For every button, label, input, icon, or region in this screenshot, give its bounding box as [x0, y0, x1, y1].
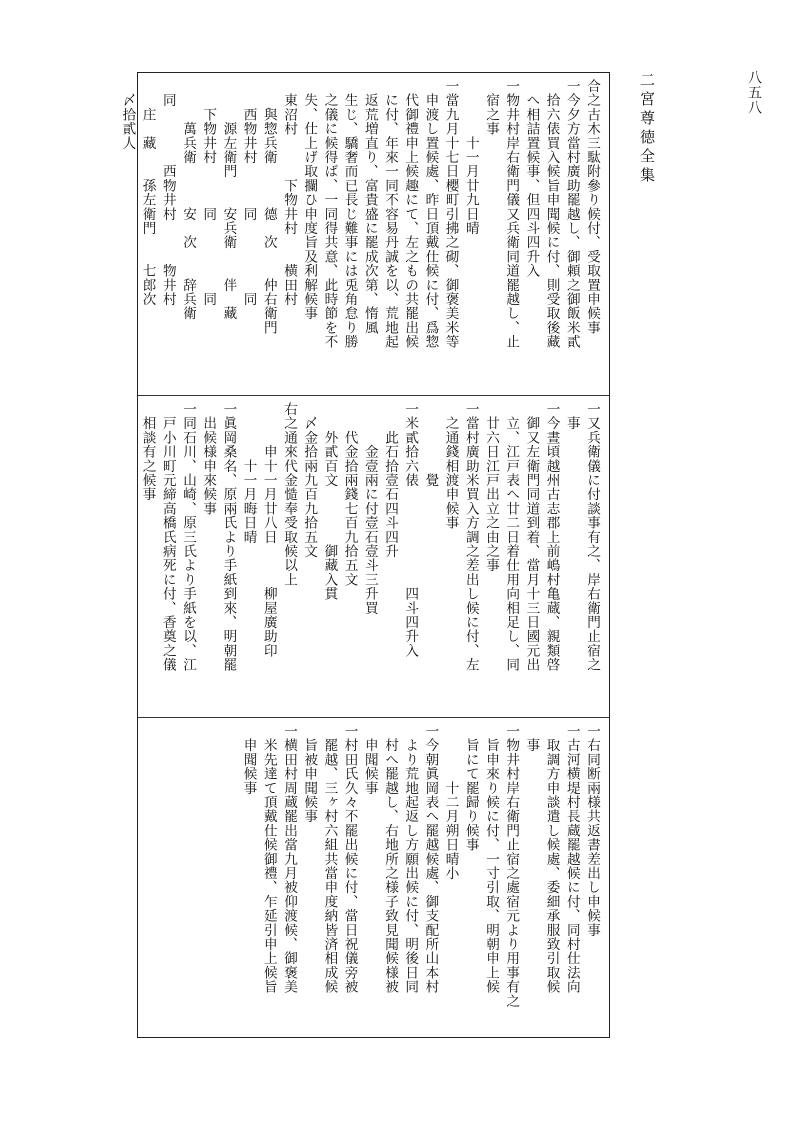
- page-number-visible: 八五八: [746, 70, 762, 115]
- text-column: 代御禮申上候趣にて、左之もの共罷出候: [402, 79, 419, 349]
- text-column: 覺: [422, 402, 439, 488]
- text-column: 事: [563, 402, 580, 431]
- text-column: 一物井村岸右衛門儀又兵衛同道罷越し、止: [503, 79, 520, 349]
- text-column: 事: [523, 724, 540, 753]
- text-column: 之通錢相渡申候事: [442, 402, 459, 530]
- text-column: 村へ罷越し、右地所之様子致見聞候様被: [382, 724, 398, 994]
- text-column: 立、江戸表へ廿二日着仕用向相足し、同: [503, 402, 520, 672]
- text-column: 十二月朔日晴小: [442, 724, 459, 881]
- text-column: 米先達て頂戴仕候御禮、乍延引申上候旨: [260, 724, 277, 994]
- text-column: 一當村廣助米買入方調之差出し候に付、左: [462, 402, 479, 672]
- text-column: 旨にて罷歸り候事: [462, 724, 479, 852]
- text-column: 返荒増直り、富貴盛に罷成次第、惰風: [361, 79, 378, 335]
- text-column: 一又兵衛儀に付談事有之、岸右衛門止宿之: [584, 402, 600, 672]
- text-column: 〆金拾兩九百九拾五文: [301, 402, 318, 559]
- text-column: 生じ、驕奢而已長じ難事には兎角怠り勝: [341, 79, 358, 349]
- text-tier-lower: [138, 717, 609, 1038]
- text-column: 一當九月十七日櫻町引拂之砌、御褒美米等: [442, 79, 459, 349]
- text-column: 西物井村 同 同: [240, 79, 257, 307]
- text-column: 旨申來り候に付、一寸引取、明朝申上候: [483, 724, 499, 994]
- text-column: 同 西物井村 物井村: [159, 79, 176, 307]
- text-tier-upper: [119, 73, 609, 395]
- text-column: 罷越、三ヶ村六組共當申度納皆済相成候: [321, 724, 338, 994]
- text-column: 一眞岡桑名、原兩氏より手紙到來、明朝罷: [220, 402, 237, 672]
- text-column: 申十一月廿八日 柳屋廣助印: [260, 402, 277, 658]
- text-column: 合之古木三駄附參り候付、受取置申候事: [584, 79, 600, 335]
- text-column: 一横田村周蔵罷出當九月被仰渡候、御褒美: [281, 724, 297, 994]
- text-column: 御又左衛門同道到着、當月十三日國元出: [523, 402, 540, 672]
- text-column: 與惣兵衛 德 次 仲右衛門: [260, 79, 277, 335]
- text-column: 外貳百文 御藏入貫: [321, 402, 338, 601]
- text-column: 源左衛門 安兵衛 伴 藏: [220, 79, 237, 321]
- text-column: に付、年來一同不容易丹誠を以、荒地起: [382, 79, 398, 349]
- text-column: 相談有之候事: [139, 402, 156, 502]
- text-column: 宿之事: [483, 79, 499, 136]
- text-column: 庄 藏 孫左衛門 七郎次: [139, 79, 156, 307]
- text-column: 拾六俵買入候旨申聞候に付、則受取後藏: [543, 79, 560, 349]
- text-column: 一米貳拾六俵 四斗四升入: [402, 402, 419, 658]
- text-column: 之儀に候得ば、一同得共意、此時節を不: [321, 79, 338, 349]
- text-column: 東沼村 下物井村 横田村: [281, 79, 297, 307]
- text-column: 取調方申談遣し候處、委細承服致引取候: [543, 724, 560, 994]
- text-column: 旨被申聞候事: [301, 724, 318, 824]
- text-column: 右之通來代金慥奉受取候以上: [281, 402, 297, 587]
- text-column: 下物井村 同 同: [200, 79, 217, 307]
- text-column: 十一月晦日晴: [240, 402, 257, 544]
- text-column: 代金拾兩錢七百九拾五文: [341, 402, 358, 587]
- text-column: 一今朝眞岡表へ罷越候處、御支配所山本村: [422, 724, 439, 994]
- text-column: 一今夕方當村廣助罷越し、御頼之御飯米貳: [563, 79, 580, 349]
- text-column: 一物井村岸右衛門止宿之處宿元より用事有之: [503, 724, 520, 1008]
- text-column: 申聞候事: [361, 724, 378, 795]
- text-tier-middle: [138, 395, 609, 718]
- text-column: 申渡し置候處、昨日頂戴仕候に付、爲惣: [422, 79, 439, 349]
- text-column: へ相詰置候事、但四斗四升入: [523, 79, 540, 278]
- text-column: 一村田氏久々不罷出候に付、當日祝儀旁被: [341, 724, 358, 994]
- text-column: 廿六日江戸出立之由之事: [483, 402, 499, 573]
- text-frame: [119, 72, 610, 1038]
- text-column: 一古河横堤村長蔵罷越候に付、同村仕法向: [563, 724, 580, 994]
- running-header-title: 二宮尊徳全集: [638, 72, 656, 186]
- text-column: 失、仕上げ取攔ひ申度旨及利解候事: [301, 79, 318, 321]
- text-column: 出候様申來候事: [200, 402, 217, 516]
- text-column: 一右同断兩様共返書差出し申候事: [584, 724, 600, 937]
- text-column: 十一月廿九日晴: [462, 79, 479, 236]
- text-column: 戸小川町元締高橋氏病死に付、香奠之儀: [159, 402, 176, 672]
- text-column: 申聞候事: [240, 724, 257, 795]
- text-column: 一今晝頃越州古志郡上前嶋村亀蔵、親類啓: [543, 402, 560, 672]
- text-column: 金壹兩に付壹石壹斗三升買: [361, 402, 378, 615]
- text-column: 一同石川、山崎、原三氏より手紙を以、江: [180, 402, 196, 672]
- text-column: より荒地起返し方願出候に付、明後日同: [402, 724, 419, 994]
- text-column: 〆拾貳人: [119, 79, 136, 150]
- text-column: 萬兵衛 安 次 辞兵衛: [180, 79, 196, 321]
- text-column: 此石拾壹石四斗四升: [382, 402, 398, 559]
